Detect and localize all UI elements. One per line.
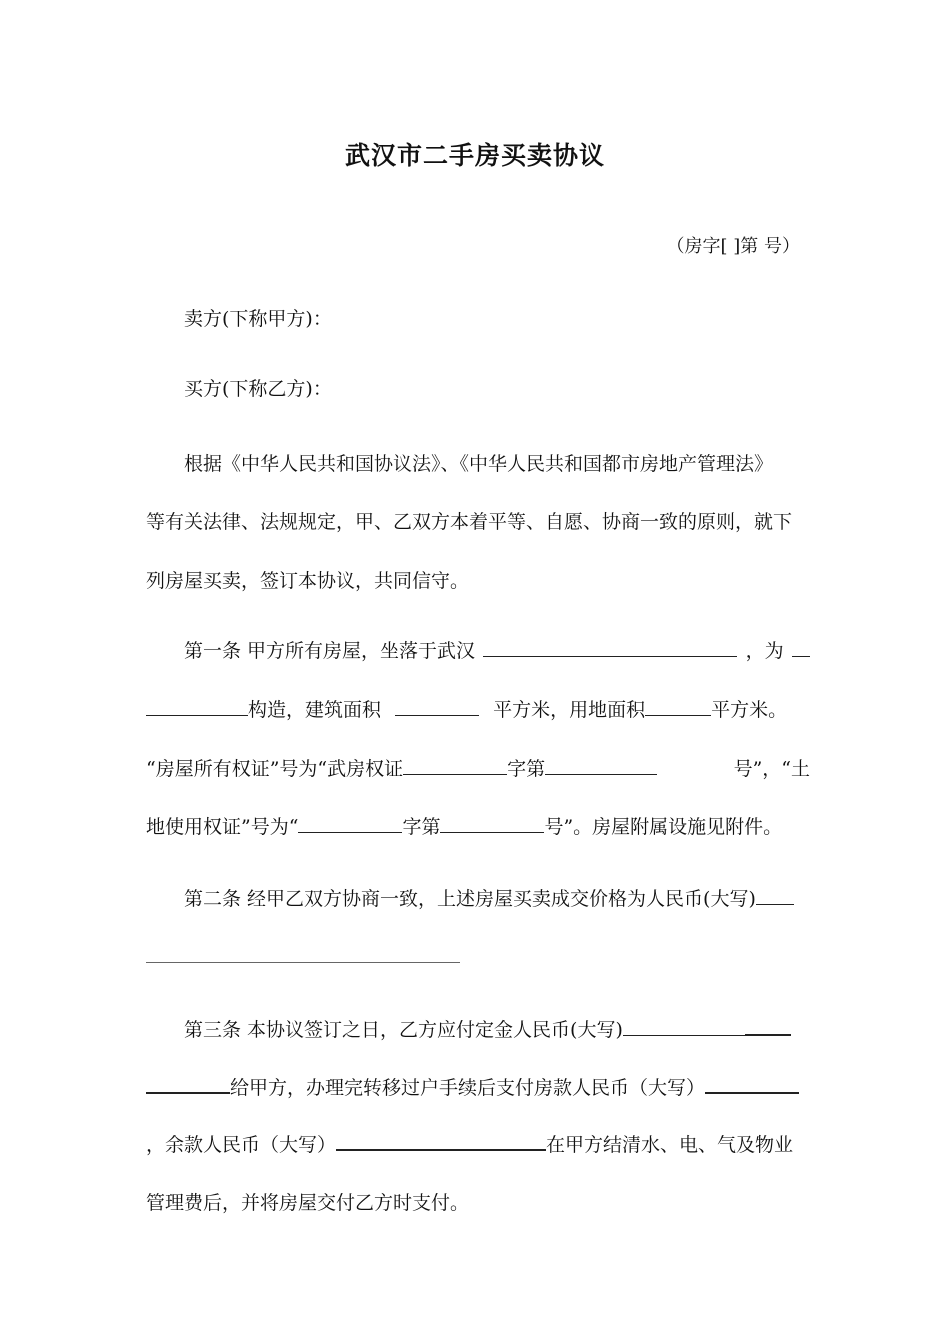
article-1-text: 平方米。 (711, 699, 788, 721)
article-1-line-2 (146, 697, 810, 723)
land-area-blank[interactable] (645, 697, 711, 716)
structure-blank-start[interactable] (792, 638, 810, 657)
article-3-text: 第三条 本协议签订之日，乙方应付定金人民币(大写) (184, 1019, 623, 1041)
seller-line: 卖方(下称甲方)： (184, 308, 332, 330)
article-1-text: ，为 (745, 640, 784, 662)
article-2-line-1 (184, 886, 810, 912)
article-1-line-1 (184, 638, 810, 664)
preamble-line-1: 根据《中华人民共和国协议法》、《中华人民共和国都市房地产管理法》 (184, 453, 774, 475)
land-cert-blank[interactable] (298, 814, 402, 833)
article-1-text: 地使用权证”号为“ (146, 816, 299, 838)
article-3-line-4: 管理费后，并将房屋交付乙方时支付。 (146, 1192, 470, 1214)
document-number: （房字[ ]第 号） (666, 236, 800, 257)
structure-blank[interactable] (146, 697, 248, 716)
article-1-line-4 (146, 814, 816, 840)
article-2-text: 第二条 经甲乙双方协商一致，上述房屋买卖成交价格为人民币(大写) (184, 888, 756, 910)
payment-blank[interactable] (705, 1074, 799, 1094)
article-3-line-3 (146, 1131, 810, 1158)
property-cert-number-blank[interactable] (545, 756, 657, 775)
article-1-text: “房屋所有权证”号为“武房权证 (146, 758, 404, 780)
article-3-text: 在甲方结清水、电、气及物业 (546, 1134, 794, 1156)
deposit-blank-end[interactable] (146, 1074, 230, 1094)
buyer-line: 买方(下称乙方)： (184, 378, 332, 400)
price-blank[interactable] (146, 962, 460, 963)
article-1-text: 号”。房屋附属设施见附件。 (544, 816, 783, 838)
deposit-blank-bold[interactable] (745, 1016, 791, 1036)
article-1-text: 构造，建筑面积 (248, 699, 382, 721)
article-1-text: 字第 (402, 816, 441, 838)
article-3-text: ，余款人民币（大写） (146, 1134, 337, 1156)
location-blank[interactable] (483, 638, 737, 657)
article-1-text: 第一条 甲方所有房屋，坐落于武汉 (184, 640, 476, 662)
land-cert-number-blank[interactable] (440, 814, 544, 833)
article-1-text: 字第 (507, 758, 546, 780)
article-3-line-1 (184, 1016, 810, 1043)
building-area-blank[interactable] (395, 697, 479, 716)
deposit-blank[interactable] (623, 1017, 745, 1036)
preamble-line-2: 等有关法律、法规规定，甲、乙双方本着平等、自愿、协商一致的原则，就下 (146, 511, 793, 533)
preamble-line-3: 列房屋买卖，签订本协议，共同信守。 (146, 570, 470, 592)
property-cert-blank[interactable] (403, 756, 507, 775)
article-3-text: 给甲方，办理完转移过户手续后支付房款人民币（大写） (230, 1077, 706, 1099)
price-blank-start[interactable] (756, 886, 794, 905)
page-title: 武汉市二手房买卖协议 (344, 141, 605, 170)
article-1-text: 号”，“土 (733, 758, 810, 780)
article-3-line-2 (146, 1074, 810, 1101)
balance-blank[interactable] (336, 1131, 546, 1151)
article-1-line-3 (146, 756, 810, 782)
article-1-text: 平方米，用地面积 (493, 699, 646, 721)
